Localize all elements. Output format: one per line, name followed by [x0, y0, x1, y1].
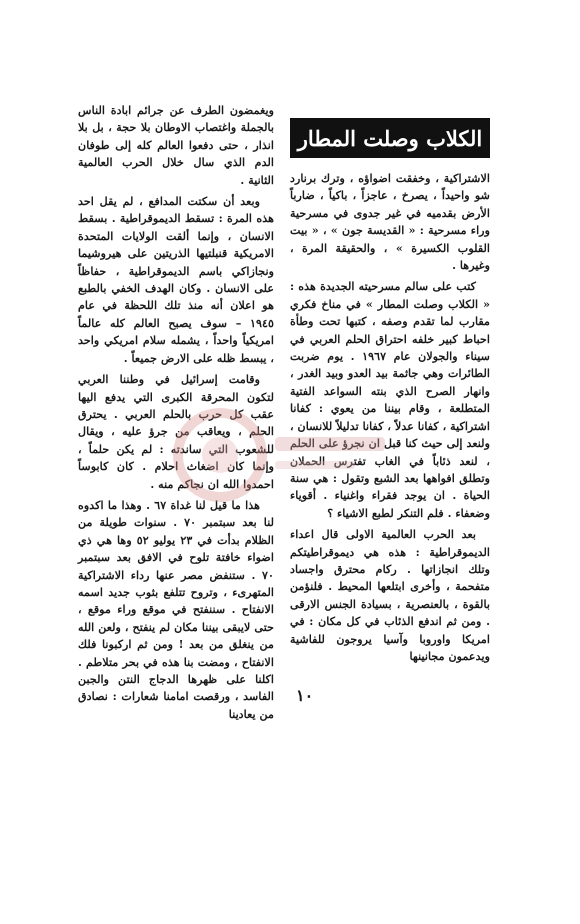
paragraph: هذا ما قيل لنا غداة ٦٧ . وهذا ما اكدوه لنا بعد سبتمبر ٧٠ . سنوات طويلة من الظلام بدأت في ٢٣ يوليو ٥٢ وها هي ذي اضواء خافتة تلوح في الافق بعد سبتمبر ٧٠ . ستنفض مصر عنها رداء الاشتراكية المتهرىء ، وتروح تتلفع بثوب جديد اسمه الانفتاح . سننفتح في موقع وراء موقع ، حتى لايبقى بيننا مكان لم ينفتح ، ولعن الله من ينغلق من بعد ! ومن ثم اركبونا فلك الانفتاح ، ومضت بنا هذه في بحر متلاطم . اكلنا على ظهرها الدجاج النتن والجبن الفاسد ، ورقصت امامنا شعارات : نصادق من يعادينا	[78, 497, 275, 721]
paragraph: بعد الحرب العالمية الاولى قال اعداء الديموقراطية : هذه هي ديموقراطيتكم وتلك انجازاتها . ركام محترق واجساد متفحمة ، وأخرى ابتلعها المحيط . فلنؤمن بالقوة ، بالعنصرية ، بسيادة الجنس الارقى . ومن ثم اندفع الذئاب في كل مكان : في امريكا واوروبا وآسيا يروجون للفاشية ويدعمون مجانينها	[290, 527, 490, 663]
paragraph: ويغمضون الطرف عن جرائم ابادة الناس بالجملة واغتصاب الاوطان بلا حجة ، بل بلا انذار ، حتى دفعوا العالم كله إلى طوفان الدم الذي سال خلال الحرب العالمية الثانية .	[78, 103, 274, 187]
paragraph: الاشتراكية ، وخفقت اضواؤه ، وترك برنارد شو واحيداً ، يصرخ ، عاجزاً ، باكياً ، ضارباً الأرض بقدميه في غير جدوى في مسرحية وراء مسرحية : « القديسة جون » ، « بيت القلوب الكسيرة » ، والحقيقة المرة ، وغيرها .	[290, 171, 490, 273]
text-column-right	[290, 170, 490, 669]
article-title-banner	[290, 118, 490, 158]
paragraph: كتب على سالم مسرحيته الجديدة هذه : « الكلاب وصلت المطار » في مناخ فكري مقارب لما تقدم وصفه ، كتبها تحت وطأة احباط كبير خلفه احتراق الحلم العربي في سيناء والجولان عام ١٩٦٧ . يوم ضربت الطائرات وهي جاثمة بيد العدو وبيد الغدر ، وانهار الصرح الذي بنته السواعد الفتية المتطلعة ، وقام بيننا من يعوي : كفانا اشتراكية ، كفانا عدلاً ، كفانا تدليلاً للانسان ، ولنعد إلى حيث كنا قبل ان نجرؤ على الحلم ، لنعد ذئاباً في الغاب تفترس الحملان وتطلق افواهها بعد الشبع وتقول : هي سنة الحياة . ان يوجد فقراء واغنياء . أقوياء وضعفاء . فلم التنكر لطبع الاشياء ؟	[290, 279, 490, 520]
text-column-left	[78, 102, 274, 727]
article-title: الكلاب وصلت المطار	[297, 125, 483, 151]
page-number: ١٠	[296, 686, 314, 705]
paragraph: وبعد أن سكتت المدافع ، لم يقل احد هذه المرة : تسقط الديموقراطية . بسقط الانسان ، وإنما ألقت الولايات المتحدة الامريكية قنبلتيها الذريتين على هيروشيما ونجازاكي باسم الديموقراطية ، حفاظاً على الانسان . وكان الهدف الخفي بالطبع هو اعلان أنه منذ تلك اللحظة في عام ١٩٤٥ – سوف يصبح العالم كله عالماً امريكياً واحداً ، يشمله سلام امريكي واحد ، يبسط ظله على الارض جميعاً .	[78, 194, 274, 365]
paragraph: وقامت إسرائيل في وطننا العربي لتكون المحرقة الكبرى التي يدفع اليها عقب كل حرب بالحلم العربي . يحترق الحلم ، ويعاقب من جرؤ عليه ، ويقال للشعوب التي ساندته : لم يكن حلماً ، وإنما كان اضغاث احلام . كان كابوساً احمدوا الله ان نجاكم منه .	[78, 372, 274, 491]
